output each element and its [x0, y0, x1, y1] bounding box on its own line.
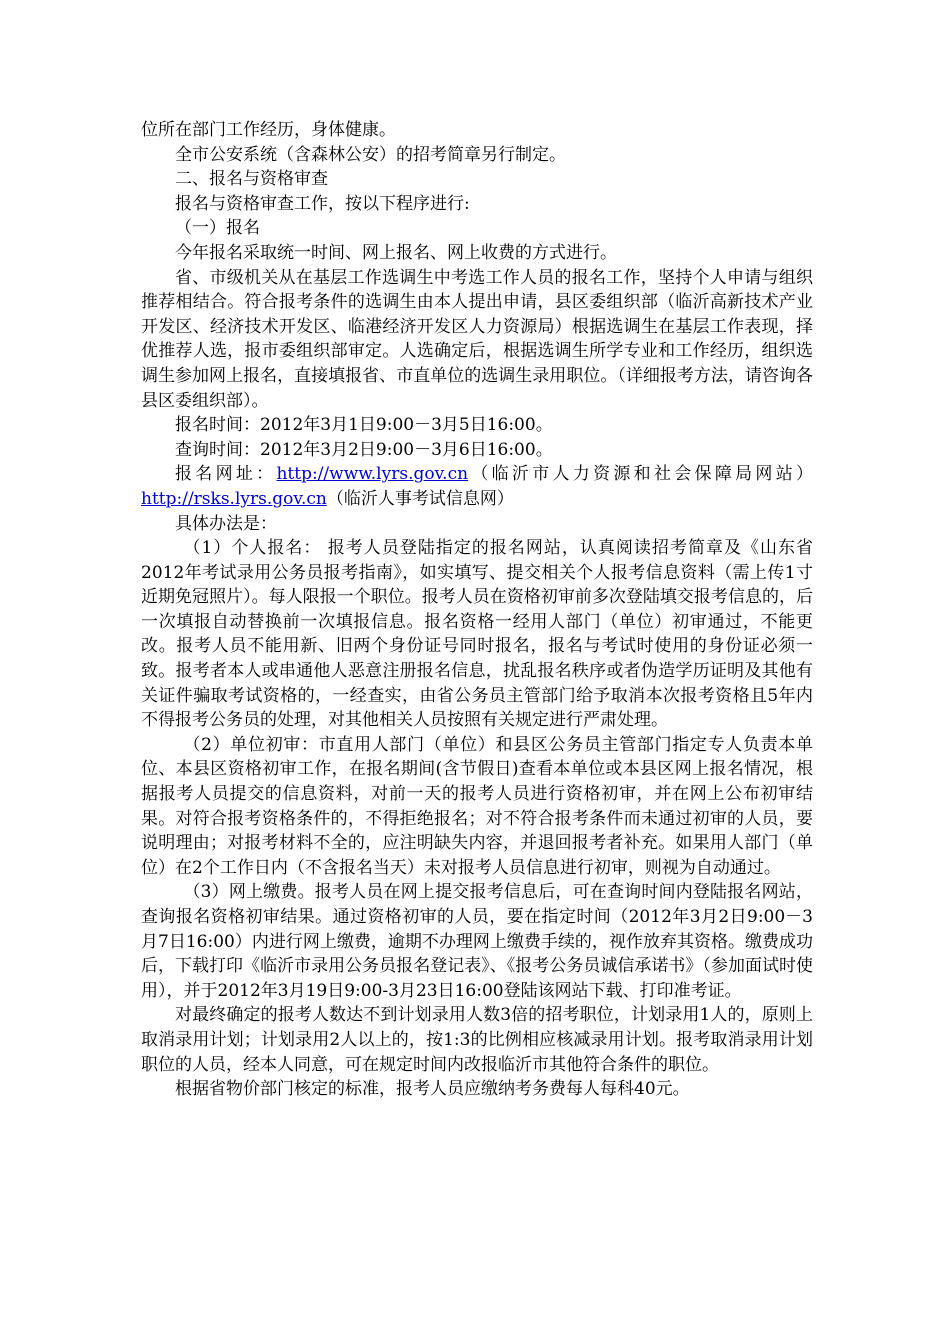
paragraph-fee: 根据省物价部门核定的标准，报考人员应缴纳考务费每人每科40元。 [175, 1079, 690, 1100]
paragraph-continuation: 位所在部门工作经历，身体健康。 [141, 120, 396, 140]
exam-website-link[interactable]: http://rsks.lyrs.gov.cn [141, 488, 327, 509]
websites-suffix: （临沂人事考试信息网） [326, 488, 514, 509]
websites-mid: （临沂市人力资源和社会保障局网站） [468, 464, 814, 485]
paragraph-selected-graduates: 省、市级机关从在基层工作选调生中考选工作人员的报名工作，坚持个人申请与组织推荐相结合。符合报考条件的选调生由本人提出申请，县区委组织部（临沂高新技术产业开发区、经济技术开发区、临港经济开发区人力资源局）根据选调生在基层工作表现，择优推荐人选，报市委组织部审定。人选确定后，根据选调生所学专业和工作经历，组织选调生参加网上报名，直接填报省、市直单位的选调生录用职位。（详细报考方法，请咨询各县区委组织部）。 [141, 267, 813, 411]
paragraph-personal-registration: （1）个人报名： 报考人员登陆指定的报名网站，认真阅读招考简章及《山东省2012年考试录用公务员报考指南》，如实填写、提交相关个人报考信息资料（需上传1寸近期免冠照片）。每人限报一个职位。报考人员在资格初审前多次登陆填交报考信息的，后一次填报自动替换前一次填报信息。报名资格一经用人部门（单位）初审通过，不能更改。报考人员不能用新、旧两个身份证号同时报名，报名与考试时使用的身份证必须一致。报考者本人或串通他人恶意注册报名信息，扰乱报名秩序或者伪造学历证明及其他有关证件骗取考试资格的，一经查实，由省公务员主管部门给予取消本次报考资格且5年内不得报考公务员的处理，对其他相关人员按照有关规定进行严肃处理。 [141, 538, 813, 731]
paragraph-registration-time: 报名时间：2012年3月1日9:00－3月5日16:00。 [175, 415, 553, 436]
paragraph-quota-reduction: 对最终确定的报考人数达不到计划录用人数3倍的招考职位，计划录用1人的，原则上取消录用计划；计划录用2人以上的，按1:3的比例相应核减录用计划。报考取消录用计划职位的人员，经本人同意，可在规定时间内改报临沂市其他符合条件的职位。 [141, 1005, 813, 1075]
paragraph-police-note: 全市公安系统（含森林公安）的招考简章另行制定。 [175, 144, 566, 165]
paragraph-registration-websites [141, 462, 813, 511]
paragraph-query-time: 查询时间：2012年3月2日9:00－3月6日16:00。 [175, 439, 553, 460]
document-page [141, 118, 813, 1102]
paragraph-unit-review: （2）单位初审：市直用人部门（单位）和县区公务员主管部门指定专人负责本单位、本县区资格初审工作，在报名期间(含节假日)查看本单位或本县区网上报名情况，根据报考人员提交的信息资料，对前一天的报考人员进行资格初审，并在网上公布初审结果。对符合报考资格条件的，不得拒绝报名；对不符合报考条件而未通过初审的人员，要说明理由；对报考材料不全的，应注明缺失内容，并退回报考者补充。如果用人部门（单位）在2个工作日内（不含报名当天）未对报考人员信息进行初审，则视为自动通过。 [141, 734, 813, 878]
hrss-website-link[interactable]: http://www.lyrs.gov.cn [276, 464, 469, 485]
websites-prefix: 报名网址： [175, 464, 277, 485]
paragraph-online-payment: （3）网上缴费。报考人员在网上提交报考信息后，可在查询时间内登陆报名网站，查询报名资格初审结果。通过资格初审的人员，要在指定时间（2012年3月2日9:00－3月7日16:00）内进行网上缴费，逾期不办理网上缴费手续的，视作放弃其资格。缴费成功后，下载打印《临沂市录用公务员报名登记表》、《报考公务员诚信承诺书》（参加面试时使用），并于2012年3月19日9:00-3月23日16:00登陆该网站下载、打印准考证。 [141, 882, 813, 1001]
paragraph-method: 今年报名采取统一时间、网上报名、网上收费的方式进行。 [175, 242, 617, 263]
section-heading: 二、报名与资格审查 [175, 169, 328, 190]
subsection-heading: （一）报名 [175, 218, 260, 239]
paragraph-specific-methods: 具体办法是： [175, 513, 277, 534]
paragraph-procedure-intro: 报名与资格审查工作，按以下程序进行: [175, 193, 470, 214]
